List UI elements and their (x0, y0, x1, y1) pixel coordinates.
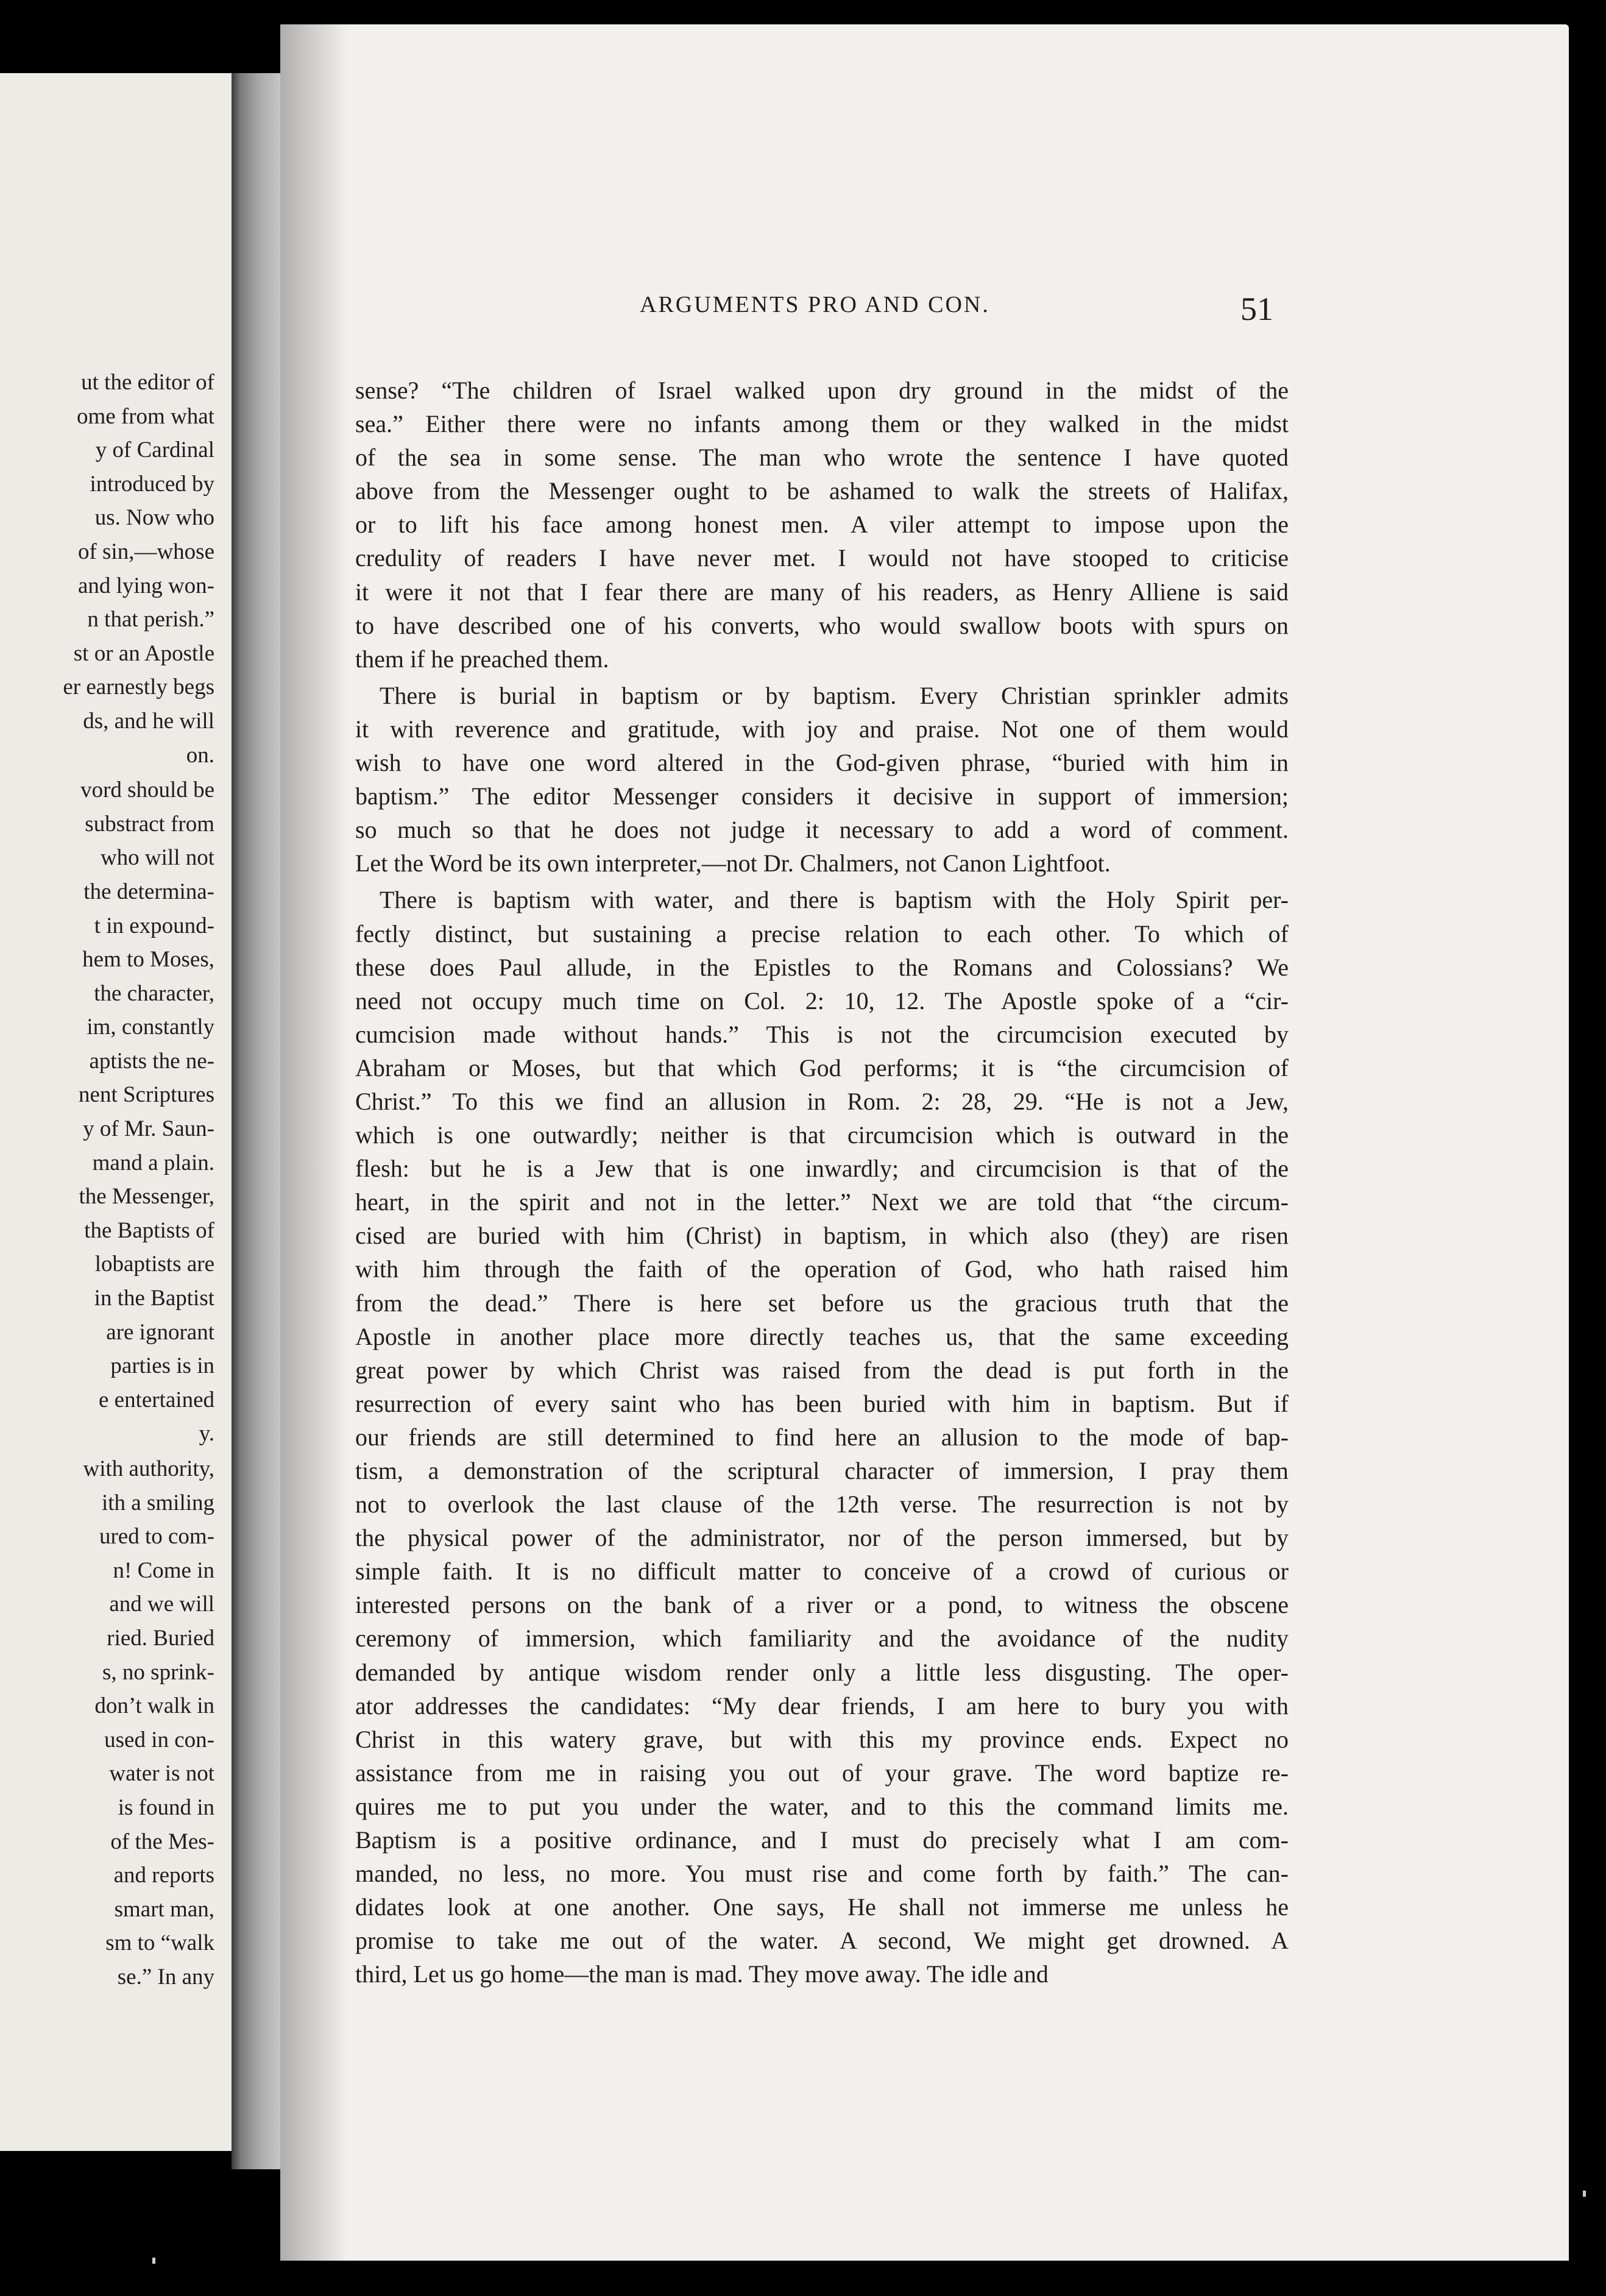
text-line: There is baptism with water, and there is baptism with the Holy Spirit per- (380, 886, 1289, 914)
previous-page-line: e entertained (98, 1387, 214, 1412)
previous-page-line: ut the editor of (81, 370, 214, 395)
previous-page-line: nent Scriptures (79, 1082, 214, 1108)
text-line: quires me to put you under the water, and to this the command limits me. (355, 1792, 1289, 1820)
previous-page-line: the determina- (83, 879, 214, 904)
paragraph-3 (355, 883, 1289, 1991)
text-line: wish to have one word altered in the God-given phrase, “buried with him in (355, 749, 1289, 777)
previous-page-line: and reports (113, 1863, 214, 1888)
text-line: it with reverence and gratitude, with joy and praise. Not one of them would (355, 715, 1289, 743)
text-line: Apostle in another place more directly teaches us, that the same exceeding (355, 1322, 1289, 1350)
previous-page-line: er earnestly begs (63, 675, 214, 700)
scan-speck (1583, 2191, 1586, 2197)
previous-page-line: n! Come in (113, 1557, 214, 1583)
text-line: interested persons on the bank of a river or a pond, to witness the obscene (355, 1591, 1289, 1619)
previous-page-line: and lying won- (77, 573, 214, 598)
text-line: resurrection of every saint who has been buried with him in baptism. But if (355, 1389, 1289, 1417)
text-line: ator addresses the candidates: “My dear friends, I am here to bury you with (355, 1692, 1289, 1720)
text-line: Christ in this watery grave, but with this my province ends. Expect no (355, 1725, 1289, 1753)
previous-page-line: y of Mr. Saun- (83, 1116, 214, 1142)
text-line: ceremony of immersion, which familiarity and the avoidance of the nudity (355, 1625, 1289, 1653)
previous-page-line: in the Baptist (94, 1286, 214, 1311)
previous-page-line: ried. Buried (107, 1625, 214, 1651)
previous-page-line: sm to “walk (105, 1930, 214, 1956)
previous-page-line: im, constantly (87, 1015, 214, 1040)
previous-page-line: n that perish.” (87, 607, 214, 632)
text-line: third, Let us go home—the man is mad. They move away. The idle and (355, 1960, 1049, 1988)
paragraph-1 (355, 374, 1289, 676)
previous-page-line: smart man, (114, 1896, 214, 1922)
previous-page-fragment (0, 73, 238, 2151)
text-line: not to overlook the last clause of the 12th verse. The resurrection is not by (355, 1490, 1289, 1518)
text-line: baptism.” The editor Messenger considers it decisive in support of immersion; (355, 782, 1289, 810)
text-line: didates look at one another. One says, He shall not immerse me unless he (355, 1893, 1289, 1921)
previous-page-text (0, 366, 214, 1994)
previous-page-line: ith a smiling (102, 1490, 214, 1515)
text-line: manded, no less, no more. You must rise and come forth by faith.” The can- (355, 1860, 1289, 1888)
text-line: to have described one of his converts, who would swallow boots with spurs on (355, 611, 1289, 639)
previous-page-line: us. Now who (94, 505, 214, 531)
previous-page-line: of sin,—whose (77, 539, 214, 564)
previous-page-line: s, no sprink- (102, 1659, 214, 1685)
text-line: great power by which Christ was raised from the dead is put forth in the (355, 1356, 1289, 1384)
page-number: 51 (1240, 291, 1273, 327)
text-line: Christ.” To this we find an allusion in Rom. 2: 28, 29. “He is not a Jew, (355, 1087, 1289, 1115)
text-line: sense? “The children of Israel walked upon dry ground in the midst of the (355, 377, 1289, 404)
text-line: Abraham or Moses, but that which God performs; it is “the circumcision of (355, 1054, 1289, 1082)
running-head (359, 291, 1273, 334)
text-line: need not occupy much time on Col. 2: 10, 12. The Apostle spoke of a “cir- (355, 987, 1289, 1015)
text-line: which is one outwardly; neither is that circumcision which is outward in the (355, 1121, 1289, 1149)
text-line: with him through the faith of the operation of God, who hath raised him (355, 1255, 1289, 1283)
previous-page-line: used in con- (104, 1727, 214, 1752)
previous-page-line: who will not (100, 845, 214, 871)
text-line: There is burial in baptism or by baptism. Every Christian sprinkler admits (380, 681, 1289, 709)
previous-page-line: ds, and he will (83, 708, 214, 734)
text-line: these does Paul allude, in the Epistles to the Romans and Colossians? We (355, 953, 1289, 981)
text-line: sea.” Either there were no infants among them or they walked in the midst (355, 410, 1289, 438)
text-line: assistance from me in raising you out of your grave. The word baptize re- (355, 1759, 1289, 1787)
previous-page-line: the Messenger, (79, 1184, 214, 1210)
previous-page-line: on. (186, 742, 214, 768)
text-line: it were it not that I fear there are many of his readers, as Henry Alliene is said (355, 578, 1289, 606)
previous-page-line: ured to com- (99, 1524, 214, 1550)
previous-page-line: ome from what (76, 403, 214, 429)
previous-page-line: substract from (85, 811, 214, 837)
previous-page-line: with authority, (83, 1456, 214, 1481)
previous-page-line: hem to Moses, (82, 947, 214, 973)
previous-page-line: and we will (109, 1592, 214, 1617)
previous-page-line: the character, (94, 980, 214, 1006)
text-line: above from the Messenger ought to be ashamed to walk the streets of Halifax, (355, 477, 1289, 505)
text-line: cised are buried with him (Christ) in baptism, in which also (they) are risen (355, 1222, 1289, 1250)
text-line: heart, in the spirit and not in the letter.” Next we are told that “the circum- (355, 1188, 1289, 1216)
text-line: flesh: but he is a Jew that is one inwardly; and circumcision is that of the (355, 1155, 1289, 1183)
previous-page-line: t in expound- (94, 913, 214, 938)
text-line: or to lift his face among honest men. A viler attempt to impose upon the (355, 511, 1289, 539)
previous-page-line: is found in (118, 1795, 214, 1820)
text-line: simple faith. It is no difficult matter to conceive of a crowd of curious or (355, 1557, 1289, 1586)
previous-page-line: don’t walk in (94, 1693, 214, 1719)
text-line: fectly distinct, but sustaining a precise relation to each other. To which of (355, 919, 1289, 948)
previous-page-line: y of Cardinal (95, 438, 214, 463)
previous-page-line: vord should be (80, 778, 214, 803)
previous-page-line: water is not (109, 1761, 214, 1787)
text-line: credulity of readers I have never met. I would not have stooped to criticise (355, 544, 1289, 572)
text-line: the physical power of the administrator, nor of the person immersed, but by (355, 1524, 1289, 1552)
text-line: so much so that he does not judge it necessary to add a word of comment. (355, 816, 1289, 844)
previous-page-line: of the Mes- (110, 1829, 214, 1854)
previous-page-line: introduced by (90, 471, 214, 497)
scan-speck (152, 2258, 155, 2264)
text-line: promise to take me out of the water. A second, We might get drowned. A (355, 1927, 1289, 1955)
previous-page-line: are ignorant (106, 1319, 214, 1345)
previous-page-line: mand a plain. (92, 1150, 214, 1175)
previous-page-line: y. (199, 1421, 214, 1447)
text-line: our friends are still determined to find here an allusion to the mode of bap- (355, 1423, 1289, 1451)
text-line: them if he preached them. (355, 645, 609, 673)
text-line: Baptism is a positive ordinance, and I must do precisely what I am com- (355, 1826, 1289, 1854)
text-line: tism, a demonstration of the scriptural character of immersion, I pray them (355, 1457, 1289, 1484)
previous-page-line: parties is in (110, 1353, 214, 1379)
text-line: cumcision made without hands.” This is not the circumcision executed by (355, 1020, 1289, 1048)
previous-page-line: se.” In any (117, 1964, 214, 1990)
paragraph-2 (355, 679, 1289, 880)
running-head-title: ARGUMENTS PRO AND CON. (640, 292, 990, 317)
previous-page-line: the Baptists of (84, 1217, 214, 1243)
text-line: demanded by antique wisdom render only a little less disgusting. The oper- (355, 1658, 1289, 1686)
text-line: from the dead.” There is here set before us the gracious truth that the (355, 1289, 1289, 1317)
previous-page-line: aptists the ne- (89, 1048, 214, 1074)
text-line: Let the Word be its own interpreter,—not Dr. Chalmers, not Canon Lightfoot. (355, 849, 1111, 877)
previous-page-line: lobaptists are (94, 1252, 214, 1277)
text-line: of the sea in some sense. The man who wrote the sentence I have quoted (355, 444, 1289, 472)
body-text (355, 374, 1289, 1991)
previous-page-line: st or an Apostle (73, 640, 214, 666)
